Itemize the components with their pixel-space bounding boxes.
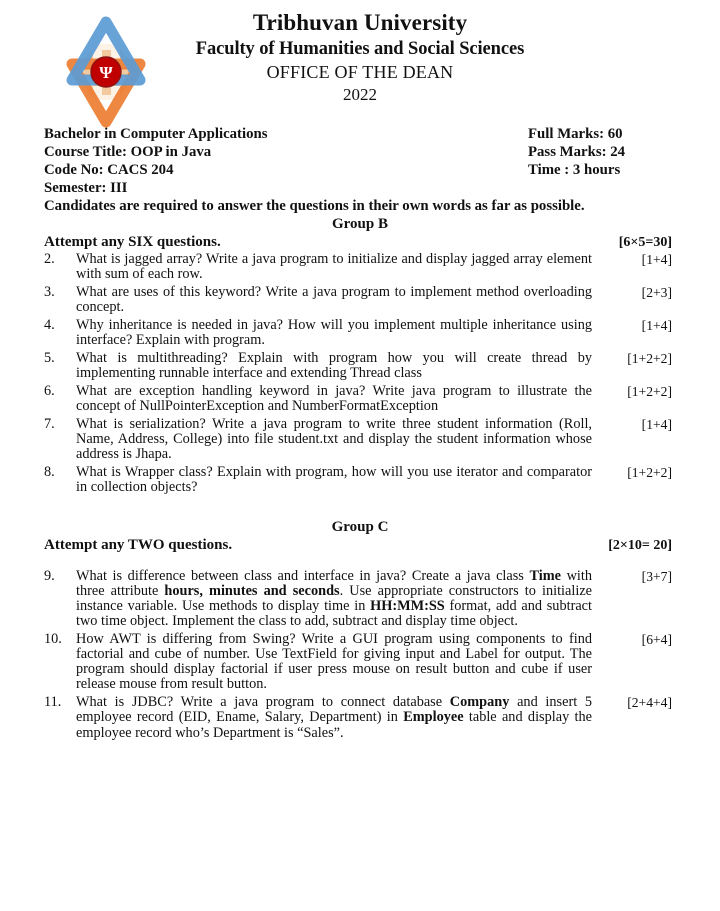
info-row-course-title (44, 143, 672, 161)
question-text: Why inheritance is needed in java? How will you implement multiple inheritance using interface? Explain with program. (76, 316, 592, 349)
question-number: 5. (44, 349, 55, 366)
question-item (44, 252, 672, 282)
info-row-program (44, 125, 672, 143)
question-number: 10. (44, 630, 62, 647)
group-c-title: Group C (331, 518, 389, 535)
header-title-block (170, 8, 550, 106)
question-number: 4. (44, 316, 55, 333)
tribhuvan-university-star-emblem-icon (38, 16, 174, 128)
page-header (0, 0, 720, 125)
faculty-name: Faculty of Humanities and Social Sciences (195, 39, 525, 59)
info-row-semester (44, 179, 672, 197)
group-b-title: Group B (332, 216, 388, 232)
question-item (44, 695, 672, 741)
university-name: Tribhuvan University (252, 10, 468, 35)
question-item (44, 632, 672, 693)
question-number: 7. (44, 415, 55, 432)
course-info-block (44, 125, 672, 215)
question-marks: [3+7] (641, 568, 672, 584)
group-b-question-list (44, 252, 672, 495)
question-marks: [1+2+2] (627, 350, 672, 366)
question-marks: [1+2+2] (627, 383, 672, 399)
info-row-code (44, 161, 672, 179)
question-text: What are uses of this keyword? Write a java program to implement method overloading concept. (76, 283, 592, 316)
question-item (44, 318, 672, 348)
question-item (44, 351, 672, 381)
question-marks: [1+4] (641, 317, 672, 333)
exam-year: 2022 (343, 85, 377, 104)
question-text: What are exception handling keyword in java? Write java program to illustrate the concept of NullPointerException and NumberFormatException (76, 382, 592, 414)
question-number: 8. (44, 463, 55, 480)
question-text: What is difference between class and interface in java? Create a java class Time with three attribute hours, minutes and seconds. Use appropriate constructors to initialize instance variable. Use methods to display time in HH:MM:SS format, add and subtract two time object. Implement the class to add, subtract and display time object. (76, 567, 593, 630)
question-marks: [6+4] (641, 631, 672, 647)
semester: Semester: III (44, 180, 128, 196)
candidates-instruction: Candidates are required to answer the questions in their own words as far as possible. (44, 198, 585, 214)
question-text: What is serialization? Write a java program to write three student information (Roll, Name, Address, College) into file student.txt and display the student information whose address is Jhapa. (76, 415, 592, 462)
question-item (44, 569, 672, 630)
question-marks: [1+2+2] (627, 464, 672, 480)
pass-marks: Pass Marks: 24 (528, 144, 625, 160)
question-item (44, 384, 672, 414)
question-item (44, 465, 672, 495)
question-marks: [2+4+4] (627, 695, 672, 711)
group-b-attempt-row (44, 233, 672, 252)
question-item (44, 417, 672, 463)
question-marks: [1+4] (641, 252, 672, 267)
program-name: Bachelor in Computer Applications (44, 126, 268, 142)
exam-time: Time : 3 hours (528, 162, 621, 178)
group-c-attempt-label: Attempt any TWO questions. (44, 536, 233, 553)
svg-text:Ψ: Ψ (99, 63, 113, 82)
question-number: 9. (44, 567, 55, 584)
question-number: 6. (44, 382, 55, 399)
question-number: 2. (44, 251, 55, 267)
group-c-question-list (44, 569, 672, 741)
question-marks: [2+3] (641, 284, 672, 300)
question-item (44, 285, 672, 315)
office-of-dean-line: OFFICE OF THE DEAN (266, 62, 454, 82)
group-b-attempt-label: Attempt any SIX questions. (44, 234, 221, 250)
question-number: 11. (44, 694, 62, 711)
question-text: What is jagged array? Write a java program to initialize and display jagged array element with sum of each row. (76, 251, 592, 283)
course-title: Course Title: OOP in Java (44, 144, 212, 160)
full-marks: Full Marks: 60 (528, 126, 623, 142)
group-c-attempt-marks: [2×10= 20] (608, 537, 672, 553)
question-text: What is Wrapper class? Explain with program, how will you use iterator and comparator in collection objects? (76, 463, 592, 495)
question-text: How AWT is differing from Swing? Write a GUI program using components to find factorial and cube of number. Use TextField for giving input and Label for output. The program should display factorial if user press mouse on result button and cube if user release mouse from result button. (76, 630, 592, 693)
group-b-attempt-marks: [6×5=30] (618, 235, 672, 250)
course-code: Code No: CACS 204 (44, 162, 174, 178)
question-text: What is multithreading? Explain with program how you will create thread by implementing runnable interface and extending Thread class (76, 349, 592, 381)
question-marks: [1+4] (641, 416, 672, 432)
group-c-attempt-row (44, 536, 672, 555)
question-text: What is JDBC? Write a java program to connect database Company and insert 5 employee record (EID, Ename, Salary, Department) in Employee table and display the employee record who’s Department is “Sales”. (76, 694, 593, 741)
question-number: 3. (44, 283, 55, 300)
